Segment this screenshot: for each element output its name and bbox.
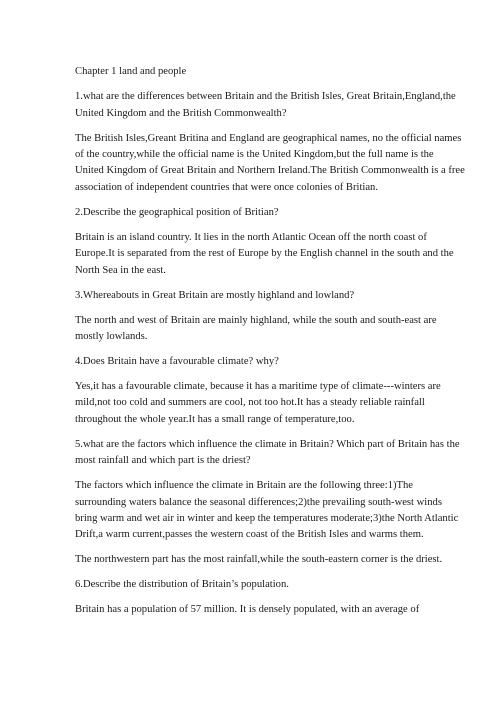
answer-5-factors: The factors which influence the climate in Britain are the following three:1)The surrounding waters balance the seasonal differences;2)the prevailing south-west winds bring warm and wet air in winter and keep the temperatures moderate;3)the North Atlantic Drift,a warm current,passes the western coast of the British Isles and warms them. <box>75 480 459 541</box>
answer-1: The British Isles,Greant Britina and England are geographical names, no the official names of the country,while the official name is the United Kingdom,but the full name is the United Kingdom of Great Britain and Northern Ireland.The British Commonwealth is a free association of independent countries that were once colonies of Britian. <box>75 132 465 193</box>
answer-2: Britain is an island country. It lies in the north Atlantic Ocean off the north coast of Europe.It is separated from the rest of Europe by the English channel in the south and the North Sea in the east. <box>75 231 454 276</box>
answer-4: Yes,it has a favourable climate, because it has a maritime type of climate---winters are mild,not too cold and summers are cool, not too hot.It has a steady reliable rainfall throughout the whole year.It has a small range of temperature,too. <box>75 381 441 425</box>
question-4: 4.Does Britain have a favourable climate? why? <box>75 356 279 368</box>
chapter-title: Chapter 1 land and people <box>75 66 187 77</box>
answer-5-rainfall: The northwestern part has the most rainfall,while the south-eastern corner is the driest. <box>75 554 443 566</box>
answer-6: Britain has a population of 57 million. It is densely populated, with an average of <box>75 604 420 616</box>
question-1: 1.what are the differences between Britain and the British Isles, Great Britain,England,the United Kingdom and the British Commonwealth? <box>75 91 456 119</box>
question-5: 5.what are the factors which influence the climate in Britain? Which part of Britain has the most rainfall and which part is the driest? <box>75 438 460 467</box>
question-6: 6.Describe the distribution of Britain’s population. <box>75 579 289 591</box>
answer-3: The north and west of Britain are mainly highland, while the south and south-east are mostly lowlands. <box>75 314 437 343</box>
document-page <box>75 64 465 627</box>
question-2: 2.Describe the geographical position of Britian? <box>75 206 279 218</box>
question-3: 3.Whereabouts in Great Britain are mostly highland and lowland? <box>75 289 355 301</box>
